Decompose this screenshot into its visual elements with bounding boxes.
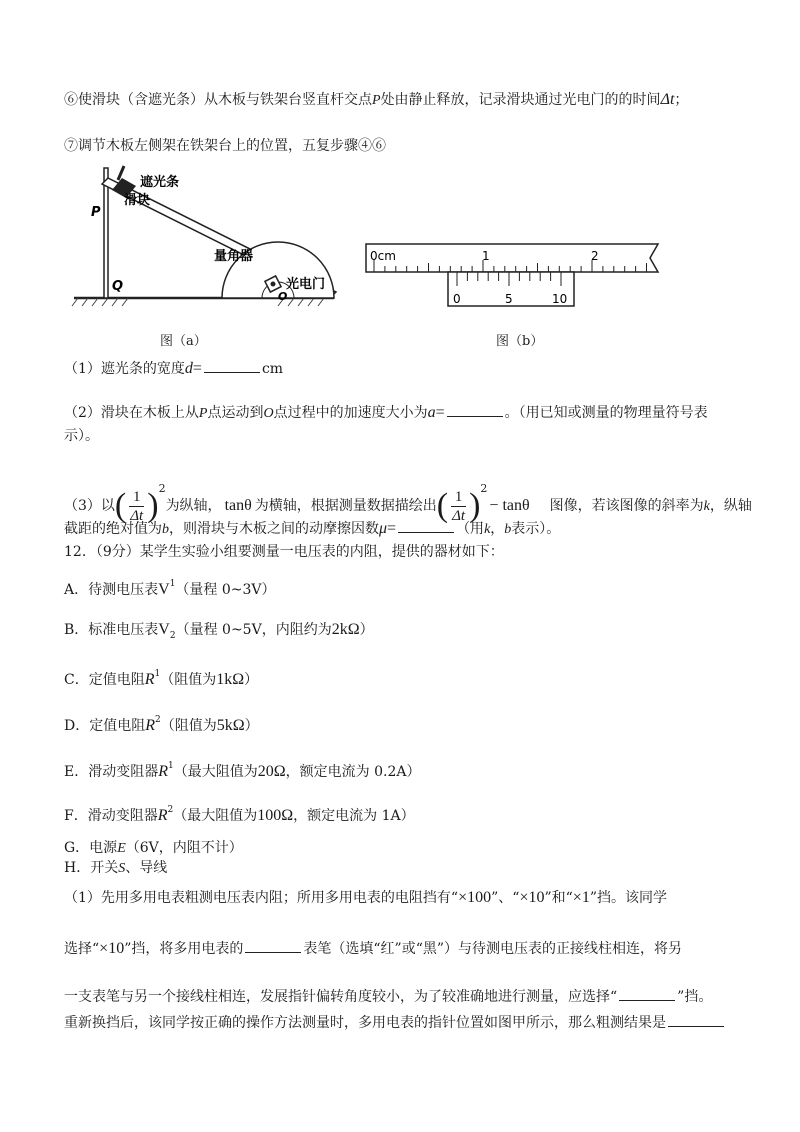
item-d-label: D．定值电阻 xyxy=(64,718,146,734)
item-e-subscript: 1 xyxy=(168,761,174,771)
minus-tan-theta: − tanθ xyxy=(489,497,530,514)
p1-line2-mid: ”挡，将多用电表的 xyxy=(124,941,244,957)
p1-sep1: ”、“ xyxy=(491,890,520,906)
p1-line3-end: ”挡。 xyxy=(677,989,713,1005)
var-k-2: k xyxy=(484,522,491,537)
question-2-line2 xyxy=(64,426,99,446)
p1-line1-pre: （1）先用多用电表粗测电压表内阻；所用多用电表的电阻挡有“ xyxy=(64,890,459,906)
range-x100: ×100 xyxy=(458,889,492,906)
q2-text-mid2: 点过程中的加速度大小为 xyxy=(273,405,428,421)
vernier-label-0: 0 xyxy=(453,292,461,306)
exponent-2: 2 xyxy=(158,482,166,495)
var-b: b xyxy=(162,522,169,537)
label-p: P xyxy=(91,205,101,220)
var-mu: μ xyxy=(379,520,388,537)
label-protractor: 量角器 xyxy=(214,249,254,264)
q2-equals: = xyxy=(435,404,445,421)
item-d-tail: ） xyxy=(244,718,259,734)
item-f-tail: ，额定电流为 1A） xyxy=(293,808,415,824)
var-d: d xyxy=(184,360,193,377)
item-g-symbol: E xyxy=(117,841,126,856)
item-a-label: A．待测电压表 xyxy=(64,582,159,598)
var-k: k xyxy=(703,499,710,514)
item-h-label: H．开关 xyxy=(64,860,119,876)
item-f-desc: （最大阻值为 xyxy=(173,808,258,824)
item-a-desc: （量程 0~3V） xyxy=(175,582,276,598)
q3-line2-mid: ，则滑块与木板之间的动摩擦因数 xyxy=(169,521,379,537)
q3-text: （3）以 xyxy=(64,498,115,514)
caption-figure-a: 图（a） xyxy=(160,334,207,349)
p1-sep2: ”和“ xyxy=(544,890,573,906)
part-1-line3 xyxy=(64,986,712,1007)
p1-line3-pre: 一支表笔与另一个接线柱相连，发展指针偏转角度较小，为了较准确地进行测量，应选择“ xyxy=(64,989,618,1005)
main-label-1: 1 xyxy=(482,249,490,263)
left-paren: ( xyxy=(114,487,127,524)
label-o: O xyxy=(278,290,288,303)
item-f-value: 100Ω xyxy=(257,807,294,824)
figure-b xyxy=(362,236,672,320)
item-b-symbol: V xyxy=(158,621,170,638)
rough-result-blank[interactable] xyxy=(668,1012,724,1027)
item-d-desc: （阻值为 xyxy=(160,718,217,734)
q2-line2-text: 示）。 xyxy=(64,428,99,444)
q2-answer-blank[interactable] xyxy=(447,402,503,417)
part-1-line1 xyxy=(64,888,667,908)
label-photogate: 光电门 xyxy=(286,277,326,292)
step6-text: ⑥使滑块（含遮光条）从木板与铁架台竖直杆交点 xyxy=(64,92,372,108)
item-d-subscript: 2 xyxy=(155,715,161,725)
step7-line xyxy=(64,136,386,156)
item-b-subscript: 2 xyxy=(169,630,176,641)
question-1 xyxy=(64,358,283,379)
item-b-value: 2kΩ xyxy=(331,621,360,638)
q2-text-mid1: 点运动到 xyxy=(207,405,264,421)
item-e xyxy=(64,756,420,782)
p1-line4-text: 重新换挡后，该同学按正确的操作方法测量时，多用电表的指针位置如图甲所示，那么粗测结果是 xyxy=(64,1015,666,1031)
exponent-2b: 2 xyxy=(480,482,488,495)
right-paren: ) xyxy=(147,487,159,524)
q3-line2-tail: 表示）。 xyxy=(511,521,561,537)
q1-unit: cm xyxy=(261,361,284,377)
step6-line xyxy=(64,90,688,111)
item-f-symbol: R xyxy=(157,807,168,824)
item-e-tail: ，额定电流为 0.2A） xyxy=(285,764,421,780)
item-f-label: F．滑动变阻器 xyxy=(64,808,158,824)
item-e-desc: （最大阻值为 xyxy=(173,764,258,780)
item-h-desc: 、导线 xyxy=(125,860,168,876)
step7-text: ⑦调节木板左侧架在铁架台上的位置，五复步骤④⑥ xyxy=(64,138,386,154)
range-x10-chosen: ×10 xyxy=(99,940,125,957)
delta-t: Δt xyxy=(660,91,675,108)
item-c-label: C．定值电阻 xyxy=(64,672,145,688)
main-label-2: 2 xyxy=(591,249,599,263)
item-c-symbol: R xyxy=(144,671,155,688)
left-paren-2: ( xyxy=(436,487,449,524)
item-d-value: 5kΩ xyxy=(216,717,245,734)
item-b xyxy=(64,620,374,646)
label-light-shield: 遮光条 xyxy=(140,175,180,190)
item-c-tail: ） xyxy=(244,672,259,688)
part-1-line4 xyxy=(64,1012,726,1033)
p1-line2-end: 表笔（选填“红”或“黑”）与待测电压表的正接线柱相连，将另 xyxy=(303,941,683,957)
fraction-numerator: 1 xyxy=(129,488,145,507)
item-e-label: E．滑动变阻器 xyxy=(64,764,159,780)
vernier-label-10: 10 xyxy=(552,292,568,306)
q3-answer-blank[interactable] xyxy=(398,518,454,533)
probe-color-blank[interactable] xyxy=(245,938,301,953)
item-e-symbol: R xyxy=(158,763,169,780)
item-f xyxy=(64,800,415,826)
point-p: P xyxy=(372,93,381,108)
range-choice-blank[interactable] xyxy=(619,986,675,1001)
step6-end: ； xyxy=(674,92,689,108)
tan-theta: tanθ xyxy=(224,497,252,514)
item-f-subscript: 2 xyxy=(167,805,174,815)
item-c-value: 1kΩ xyxy=(216,671,245,688)
range-x1: ×1 xyxy=(572,889,590,906)
q3-equals: = xyxy=(387,520,397,537)
figure-a xyxy=(64,160,354,320)
problem-12-title: 12．（9分）某学生实验小组要测量一电压表的内阻，提供的器材如下： xyxy=(64,544,504,560)
right-paren-2: ) xyxy=(469,487,481,524)
q1-answer-blank[interactable] xyxy=(204,358,260,373)
light-shield xyxy=(118,166,124,180)
q2-text-end: 。（用已知或测量的物理量符号表 xyxy=(504,405,708,421)
item-c xyxy=(64,664,258,690)
vernier-label-5: 5 xyxy=(505,292,513,306)
item-a-subscript: 1 xyxy=(169,579,176,589)
item-d-symbol: R xyxy=(145,717,156,734)
caption-figure-b: 图（b） xyxy=(496,334,544,349)
item-h xyxy=(64,858,167,879)
item-c-subscript: 1 xyxy=(154,669,161,679)
part-1-line2 xyxy=(64,938,682,959)
label-q: Q xyxy=(112,279,124,294)
item-g-desc: （6V，内阻不计） xyxy=(125,840,243,856)
q1-text: （1）遮光条的宽度 xyxy=(64,361,185,377)
item-h-symbol: S xyxy=(118,861,126,876)
var-a: a xyxy=(427,404,436,421)
label-slider: 滑块 xyxy=(124,193,151,208)
item-g xyxy=(64,838,243,859)
q3-line2-pre: 截距的绝对值为 xyxy=(64,521,162,537)
fraction-denominator: Δt xyxy=(130,507,144,524)
q3-text-mid1: 为纵轴， xyxy=(165,498,222,514)
item-a xyxy=(64,574,276,600)
p1-line1-end: ”挡。该同学 xyxy=(589,890,667,906)
q3-text-end: 图像，若该图像的斜率为 xyxy=(549,498,704,514)
item-b-desc: （量程 0~5V，内阻约为 xyxy=(175,622,332,638)
item-c-desc: （阻值为 xyxy=(160,672,217,688)
q3-text-end2: ，纵轴 xyxy=(709,498,752,514)
question-3-line2 xyxy=(64,518,560,540)
q3-text-mid2: 为横轴，根据测量数据描绘出 xyxy=(254,498,437,514)
item-a-symbol: V xyxy=(158,581,170,598)
fraction-numerator-2: 1 xyxy=(451,488,467,507)
item-d xyxy=(64,710,259,736)
item-b-tail: ） xyxy=(359,622,374,638)
q3-line2-end: （用 xyxy=(456,521,485,537)
range-x10: ×10 xyxy=(519,889,545,906)
item-e-value: 20Ω xyxy=(257,763,286,780)
main-label-0cm: 0cm xyxy=(370,249,396,263)
q3-comma: ， xyxy=(490,521,505,537)
q1-equals: = xyxy=(192,360,202,377)
photogate-sensor xyxy=(271,282,276,287)
fraction-denominator-2: Δt xyxy=(452,507,466,524)
step6-text-mid: 处由静止释放，记录滑块通过光电门的的时间 xyxy=(380,92,661,108)
item-g-label: G．电源 xyxy=(64,840,118,856)
q2-text: （2）滑块在木板上从 xyxy=(64,405,199,421)
question-2 xyxy=(64,402,708,424)
var-b-2: b xyxy=(504,522,512,537)
p1-line2-pre: 选择“ xyxy=(64,941,100,957)
q2-point-p: P xyxy=(198,406,208,421)
q2-point-o: O xyxy=(263,406,274,421)
item-b-label: B．标准电压表 xyxy=(64,622,159,638)
